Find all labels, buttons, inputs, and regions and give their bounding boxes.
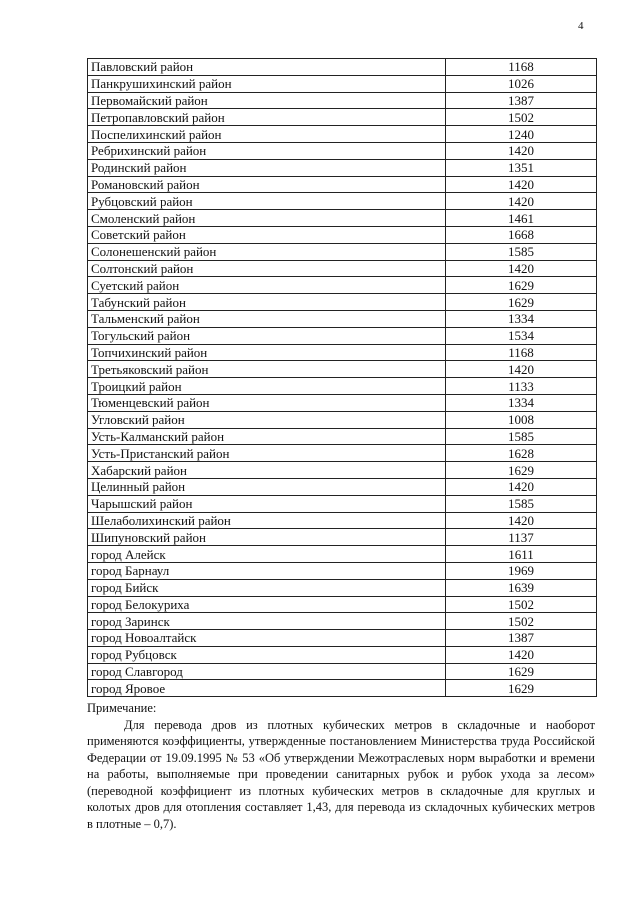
- district-value: 1168: [446, 344, 597, 361]
- district-value: 1137: [446, 529, 597, 546]
- table-row: [88, 630, 597, 647]
- district-value: 1668: [446, 226, 597, 243]
- district-name: город Бийск: [88, 579, 446, 596]
- district-name: Хабарский район: [88, 462, 446, 479]
- district-value: 1351: [446, 159, 597, 176]
- table-row: [88, 512, 597, 529]
- table-row: [88, 680, 597, 697]
- district-name: Тюменцевский район: [88, 394, 446, 411]
- district-value: 1133: [446, 378, 597, 395]
- table-row: [88, 428, 597, 445]
- district-value: 1629: [446, 462, 597, 479]
- table-row: [88, 613, 597, 630]
- district-name: Троицкий район: [88, 378, 446, 395]
- district-name: Третьяковский район: [88, 361, 446, 378]
- table-row: [88, 411, 597, 428]
- district-name: город Алейск: [88, 546, 446, 563]
- district-value: 1629: [446, 277, 597, 294]
- table-row: [88, 92, 597, 109]
- table-row: [88, 210, 597, 227]
- table-row: [88, 294, 597, 311]
- district-name: Солтонский район: [88, 260, 446, 277]
- district-name: Смоленский район: [88, 210, 446, 227]
- table-row: [88, 495, 597, 512]
- district-name: Ребрихинский район: [88, 142, 446, 159]
- table-row: [88, 646, 597, 663]
- table-row: [88, 260, 597, 277]
- note: [87, 700, 595, 832]
- table-row: [88, 277, 597, 294]
- district-name: город Белокуриха: [88, 596, 446, 613]
- district-value: 1420: [446, 260, 597, 277]
- district-value: 1008: [446, 411, 597, 428]
- district-value: 1420: [446, 512, 597, 529]
- district-name: Тальменский район: [88, 310, 446, 327]
- district-name: город Новоалтайск: [88, 630, 446, 647]
- note-title: Примечание:: [87, 701, 157, 715]
- district-name: Усть-Пристанский район: [88, 445, 446, 462]
- table-row: [88, 142, 597, 159]
- district-value: 1502: [446, 109, 597, 126]
- table-row: [88, 126, 597, 143]
- district-name: Угловский район: [88, 411, 446, 428]
- district-value: 1629: [446, 680, 597, 697]
- district-value: 1420: [446, 478, 597, 495]
- district-value: 1334: [446, 394, 597, 411]
- table-row: [88, 562, 597, 579]
- district-name: город Барнаул: [88, 562, 446, 579]
- table-row: [88, 344, 597, 361]
- district-value: 1420: [446, 361, 597, 378]
- district-name: Петропавловский район: [88, 109, 446, 126]
- district-value: 1420: [446, 646, 597, 663]
- district-name: город Славгород: [88, 663, 446, 680]
- table-row: [88, 193, 597, 210]
- table-row: [88, 176, 597, 193]
- district-name: Первомайский район: [88, 92, 446, 109]
- district-value: 1585: [446, 243, 597, 260]
- page-number: 4: [578, 20, 584, 32]
- table-row: [88, 75, 597, 92]
- district-name: Панкрушихинский район: [88, 75, 446, 92]
- district-name: Советский район: [88, 226, 446, 243]
- table-row: [88, 394, 597, 411]
- table-row: [88, 478, 597, 495]
- district-value: 1639: [446, 579, 597, 596]
- table-row: [88, 596, 597, 613]
- table-row: [88, 378, 597, 395]
- table-row: [88, 243, 597, 260]
- district-value: 1969: [446, 562, 597, 579]
- table-row: [88, 546, 597, 563]
- district-value: 1611: [446, 546, 597, 563]
- district-value: 1168: [446, 59, 597, 76]
- district-value: 1461: [446, 210, 597, 227]
- district-value: 1420: [446, 176, 597, 193]
- district-value: 1387: [446, 92, 597, 109]
- district-value: 1629: [446, 663, 597, 680]
- district-name: Рубцовский район: [88, 193, 446, 210]
- district-name: Павловский район: [88, 59, 446, 76]
- district-name: Табунский район: [88, 294, 446, 311]
- rates-table: [87, 58, 597, 697]
- district-value: 1629: [446, 294, 597, 311]
- district-value: 1334: [446, 310, 597, 327]
- district-name: Родинский район: [88, 159, 446, 176]
- table-row: [88, 226, 597, 243]
- district-value: 1387: [446, 630, 597, 647]
- district-name: Чарышский район: [88, 495, 446, 512]
- district-value: 1534: [446, 327, 597, 344]
- rates-table-body: [88, 59, 597, 697]
- district-value: 1420: [446, 193, 597, 210]
- table-row: [88, 59, 597, 76]
- table-row: [88, 445, 597, 462]
- district-name: Усть-Калманский район: [88, 428, 446, 445]
- district-name: Суетский район: [88, 277, 446, 294]
- table-row: [88, 310, 597, 327]
- table-row: [88, 159, 597, 176]
- district-value: 1628: [446, 445, 597, 462]
- table-row: [88, 529, 597, 546]
- district-name: город Яровое: [88, 680, 446, 697]
- district-name: Тогульский район: [88, 327, 446, 344]
- district-name: Шелаболихинский район: [88, 512, 446, 529]
- table-row: [88, 361, 597, 378]
- district-value: 1240: [446, 126, 597, 143]
- district-value: 1026: [446, 75, 597, 92]
- district-name: Целинный район: [88, 478, 446, 495]
- table-row: [88, 109, 597, 126]
- district-name: Солонешенский район: [88, 243, 446, 260]
- district-name: Топчихинский район: [88, 344, 446, 361]
- table-row: [88, 579, 597, 596]
- note-text: Для перевода дров из плотных кубических метров в складочные и наоборот применяются коэффициенты, утвержденные постановлением Министерства труда Российской Федерации от 19.09.1995 № 53 «Об утверждении Межотраслевых норм выработки и времени на работы, выполняемые при проведении санитарных рубок и рубок ухода за лесом» (переводной коэффициент из плотных кубических метров в складочные для круглых и колотых дров для отопления составляет 1,43, для перевода из складочных кубических метров в плотные – 0,7).: [87, 717, 595, 831]
- district-name: Романовский район: [88, 176, 446, 193]
- table-row: [88, 327, 597, 344]
- district-name: город Рубцовск: [88, 646, 446, 663]
- table-row: [88, 663, 597, 680]
- district-name: Шипуновский район: [88, 529, 446, 546]
- district-value: 1585: [446, 495, 597, 512]
- district-value: 1502: [446, 613, 597, 630]
- district-value: 1502: [446, 596, 597, 613]
- district-name: город Заринск: [88, 613, 446, 630]
- district-value: 1585: [446, 428, 597, 445]
- district-value: 1420: [446, 142, 597, 159]
- district-name: Поспелихинский район: [88, 126, 446, 143]
- table-row: [88, 462, 597, 479]
